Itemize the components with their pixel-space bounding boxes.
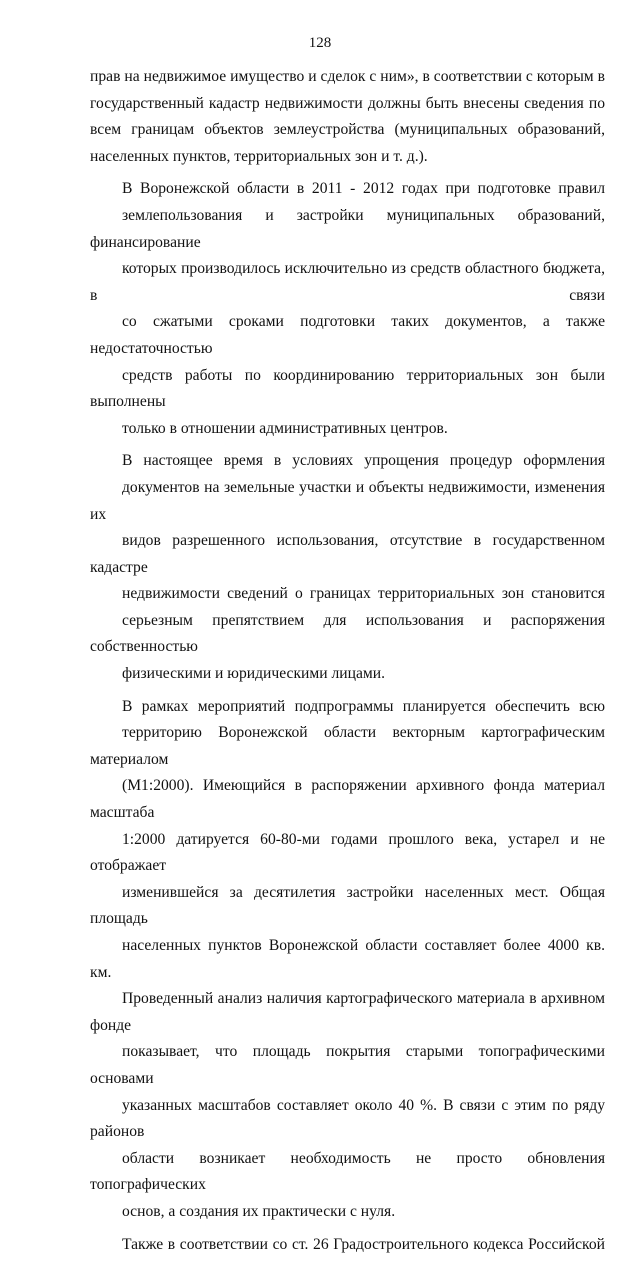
paragraph (90, 694, 605, 1226)
document-body (90, 64, 605, 1264)
text-line: территорию Воронежской области векторным картографическим материалом (90, 724, 605, 768)
text-line: видов разрешенного использования, отсутствие в государственном кадастре (90, 532, 605, 576)
paragraph (90, 64, 605, 170)
paragraph (90, 448, 605, 687)
text-line: изменившейся за десятилетия застройки населенных мест. Общая площадь (90, 883, 605, 928)
text-line: со сжатыми сроками подготовки таких документов, а также недостаточностью (90, 313, 605, 357)
text-line: которых производилось исключительно из средств областного бюджета, в связи (90, 260, 605, 304)
text-line: населенных пунктов Воронежской области составляет более 4000 кв. км. (90, 937, 605, 981)
text-line: физическими и юридическими лицами. (122, 665, 385, 683)
text-line: серьезным препятствием для использования и распоряжения собственностью (90, 611, 605, 656)
text-line: документов на земельные участки и объекты недвижимости, изменения их (90, 478, 605, 523)
text-line: населенных пунктов, территориальных зон и т. д.). (90, 147, 428, 165)
text-line: В Воронежской области в 2011 - 2012 годах при подготовке правил (122, 180, 605, 198)
text-line: основ, а создания их практически с нуля. (122, 1202, 396, 1220)
paragraph (90, 1232, 605, 1259)
text-line: недвижимости сведений о границах территориальных зон становится (122, 585, 605, 603)
text-line: только в отношении административных центров. (122, 419, 448, 437)
text-line: указанных масштабов составляет около 40 %. В связи с этим по ряду районов (90, 1096, 605, 1141)
text-line: (М1:2000). Имеющийся в распоряжении архивного фонда материал масштаба (90, 777, 605, 822)
text-line: прав на недвижимое имущество и сделок с ним», в соответствии с которым в (90, 68, 605, 85)
text-line: 1:2000 датируется 60-80-ми годами прошлого века, устарел и не отображает (90, 830, 605, 875)
text-line: землепользования и застройки муниципальных образований, финансирование (90, 206, 605, 251)
text-line: В рамках мероприятий подпрограммы планируется обеспечить всю (122, 697, 605, 715)
page-number: 128 (308, 35, 332, 51)
text-line: всем границам объектов землеустройства (муниципальных образований, (90, 121, 605, 139)
text-line: средств работы по координированию территориальных зон были выполнены (90, 366, 605, 411)
text-line: государственный кадастр недвижимости должны быть внесены сведения по (90, 94, 605, 112)
text-line: показывает, что площадь покрытия старыми топографическими основами (90, 1043, 605, 1087)
text-line: Проведенный анализ наличия картографического материала в архивном фонде (90, 990, 605, 1034)
paragraph (90, 176, 605, 442)
text-line: Также в соответствии со ст. 26 Градостроительного кодекса Российской (122, 1235, 605, 1253)
text-line: В настоящее время в условиях упрощения процедур оформления (122, 452, 605, 470)
text-line: области возникает необходимость не просто обновления топографических (90, 1149, 605, 1194)
